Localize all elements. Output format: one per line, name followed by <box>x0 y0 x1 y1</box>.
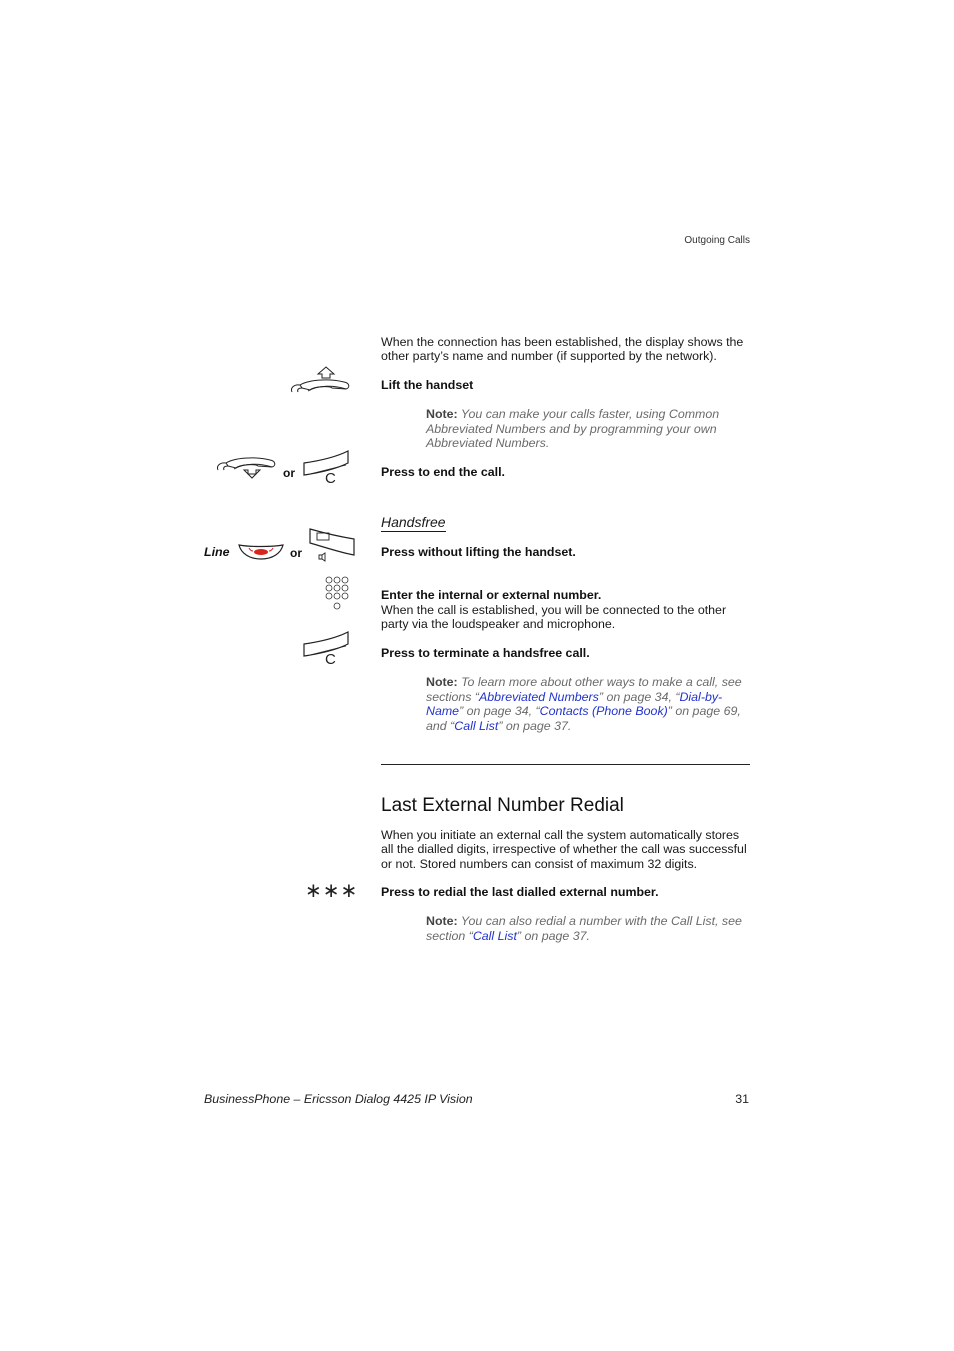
redial-instruction: Press to redial the last dialled external number. <box>381 885 659 899</box>
footer-title: BusinessPhone – Ericsson Dialog 4425 IP Vision <box>204 1092 473 1106</box>
note-text-part: ” on page 34, “ <box>598 689 680 704</box>
page-number: 31 <box>735 1092 749 1106</box>
terminate-instruction: Press to terminate a handsfree call. <box>381 646 590 660</box>
link-call-list-2[interactable]: Call List <box>472 928 517 943</box>
running-header: Outgoing Calls <box>684 235 750 246</box>
section-divider <box>381 764 750 765</box>
link-dial-by-name[interactable]: Dial-by-Name <box>426 689 723 719</box>
note-redial-call-list <box>426 914 750 943</box>
link-call-list[interactable]: Call List <box>454 718 499 733</box>
handset-replace-icon <box>214 456 278 491</box>
handsfree-heading: Handsfree <box>381 514 446 530</box>
press-without-lifting-instruction: Press without lifting the handset. <box>381 545 576 559</box>
note-label-3: Note: <box>426 914 458 928</box>
line-key-icon <box>237 543 285 566</box>
redial-paragraph: When you initiate an external call the system automatically stores all the dialled digits, irrespective of whether the call was successful or not. Stored numbers can consist of maximum 32 digits. <box>381 828 747 871</box>
note-text-part: ” on page 34, “ <box>459 704 540 719</box>
intro-paragraph: When the connection has been established, the display shows the other party’s name and number (if supported by the network). <box>381 335 744 364</box>
handset-lift-icon <box>288 366 352 401</box>
note-label-2: Note: <box>426 675 458 689</box>
lift-handset-instruction: Lift the handset <box>381 378 474 392</box>
note-label: Note: <box>426 407 458 421</box>
note-faster-calls <box>426 407 752 451</box>
link-abbreviated-numbers[interactable]: Abbreviated Numbers <box>479 689 599 704</box>
section-title: Last External Number Redial <box>381 795 624 816</box>
clear-key-letter-2: C <box>325 651 336 668</box>
note-text: You can make your calls faster, using Common Abbreviated Numbers and by programming your own Abbreviated Numbers. <box>426 407 720 451</box>
or-label-2: or <box>290 546 302 560</box>
note-text-part: To learn more about other ways to make a call, see sections “ <box>426 675 742 704</box>
enter-number-instruction: Enter the internal or external number. <box>381 588 602 602</box>
speaker-key-icon <box>308 527 358 572</box>
or-label: or <box>283 466 295 480</box>
keypad-icon <box>325 576 351 617</box>
star-keys-icon: ∗∗∗ <box>305 880 359 902</box>
clear-key-letter: C <box>325 470 336 487</box>
note-other-ways <box>426 675 750 733</box>
connected-paragraph: When the call is established, you will be connected to the other party via the loudspeaker and microphone. <box>381 603 727 632</box>
link-contacts[interactable]: Contacts (Phone Book) <box>539 704 668 719</box>
end-call-instruction: Press to end the call. <box>381 465 505 479</box>
note-text-part: You can also redial a number with the Call List, see section “ <box>426 914 742 943</box>
note-text-part: ” on page 37. <box>516 928 590 943</box>
line-label: Line <box>204 545 230 559</box>
note-text-part: ” on page 69, and “ <box>426 704 741 733</box>
note-text-part: ” on page 37. <box>498 718 572 733</box>
